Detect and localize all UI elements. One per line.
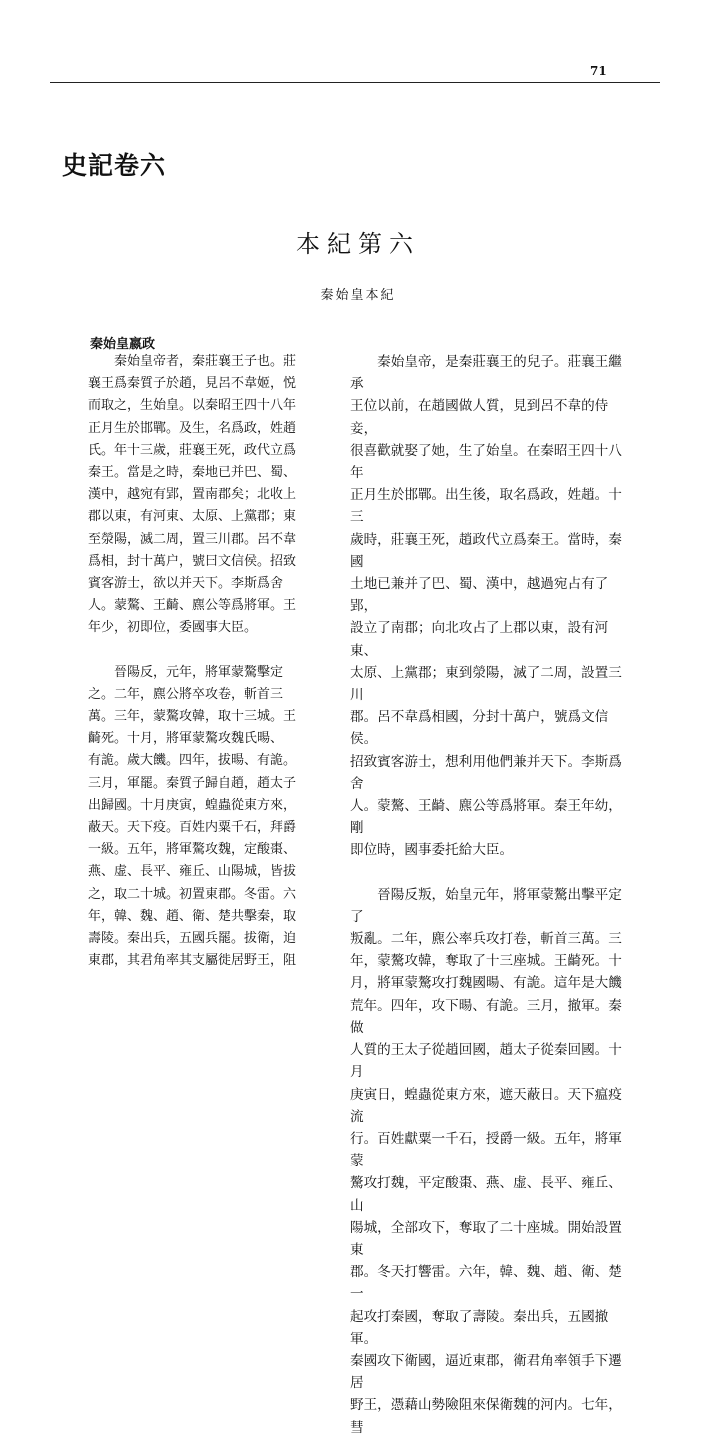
- classical-paragraph: 秦始皇帝者，秦莊襄王子也。莊 襄王爲秦質子於趙，見呂不韋姬，悦 而取之，生始皇。以秦昭王四十八年 正月生於邯鄲。及生，名爲政，姓趙 氏。年十三歲，莊襄王死，政代立爲 秦王。當是之時，秦地已并巴、蜀、 漢中，越宛有郢，置南郡矣；北收上 郡以東，有河東、太原、上黨郡；東 至滎陽，滅二周，置三川郡。呂不韋 爲相，封十萬户，號曰文信侯。招致 賓客游士，欲以并天下。李斯爲舍 人。蒙驁、王齮、麃公等爲將軍。王 年少，初即位，委國事大臣。: [88, 354, 297, 636]
- page-number: 71: [590, 64, 607, 78]
- modern-paragraph: 晉陽反叛，始皇元年，將軍蒙驁出擊平定了 叛亂。二年，麃公率兵攻打卷，斬首三萬。三 年，蒙驁攻韓，奪取了十三座城。王齮死。十 月，將軍蒙驁攻打魏國暘、有詭。這年是大饑 荒年。四年，攻下暘、有詭。三月，撤軍。秦做 人質的王太子從趙回國，趙太子從秦回國。十月 庚寅日，蝗蟲從東方來，遮天蔽日。天下瘟疫流 行。百姓獻粟一千石，授爵一級。五年，將軍蒙 驁攻打魏，平定酸棗、燕、虚、長平、雍丘、山 陽城，全部攻下，奪取了二十座城。開始設置東 郡。冬天打響雷。六年，韓、魏、趙、衛、楚一 起攻打秦國，奪取了壽陵。秦出兵，五國撤軍。 秦國攻下衛國，逼近東郡，衛君角率領手下遷居 野王，憑藉山勢險阻來保衛魏的河内。七年，彗: [350, 886, 622, 1436]
- section-heading: 秦始皇嬴政: [90, 337, 156, 352]
- modern-paragraph: 秦始皇帝，是秦莊襄王的兒子。莊襄王繼承 王位以前，在趙國做人質，見到呂不韋的侍妾， 很喜歡就娶了她，生了始皇。在秦昭王四十八年 正月生於邯鄲。出生後，取名爲政，姓趙。十三 歲時，莊襄王死，趙政代立爲秦王。當時，秦國 土地已兼并了巴、蜀、漢中，越過宛占有了郢， 設立了南郡；向北攻占了上郡以東，設有河東、 太原、上黨郡；東到滎陽，滅了二周，設置三川 郡。呂不韋爲相國，分封十萬户，號爲文信侯。 招致賓客游士，想利用他們兼并天下。李斯爲舍 人。蒙驁、王齮、麃公等爲將軍。秦王年幼，剛 即位時，國事委托給大臣。: [350, 354, 622, 859]
- subtitle: 秦始皇本紀: [320, 288, 396, 303]
- classical-paragraph: 晉陽反，元年，將軍蒙驁擊定 之。二年，麃公將卒攻卷，斬首三 萬。三年，蒙驁攻韓，取十三城。王 齮死。十月，將軍蒙驁攻魏氏暘、 有詭。歲大饑。四年，拔暘、有詭。 三月，軍罷。秦質子歸自趙，趙太子 出歸國。十月庚寅，蝗蟲從東方來， 蔽天。天下疫。百姓内粟千石，拜爵 一級。五年，將軍驁攻魏，定酸棗、 燕、虚、長平、雍丘、山陽城，皆拔 之，取二十城。初置東郡。冬雷。六 年，韓、魏、趙、衛、楚共擊秦，取 壽陵。秦出兵，五國兵罷。拔衛，迫 東郡，其君角率其支屬徙居野王，阻: [88, 664, 297, 969]
- volume-title: 史記卷六: [62, 151, 167, 180]
- chapter-title: 本紀第六: [296, 230, 420, 258]
- header-rule: [50, 82, 660, 83]
- modern-translation-column: [350, 351, 630, 1439]
- classical-text-column: [88, 351, 300, 972]
